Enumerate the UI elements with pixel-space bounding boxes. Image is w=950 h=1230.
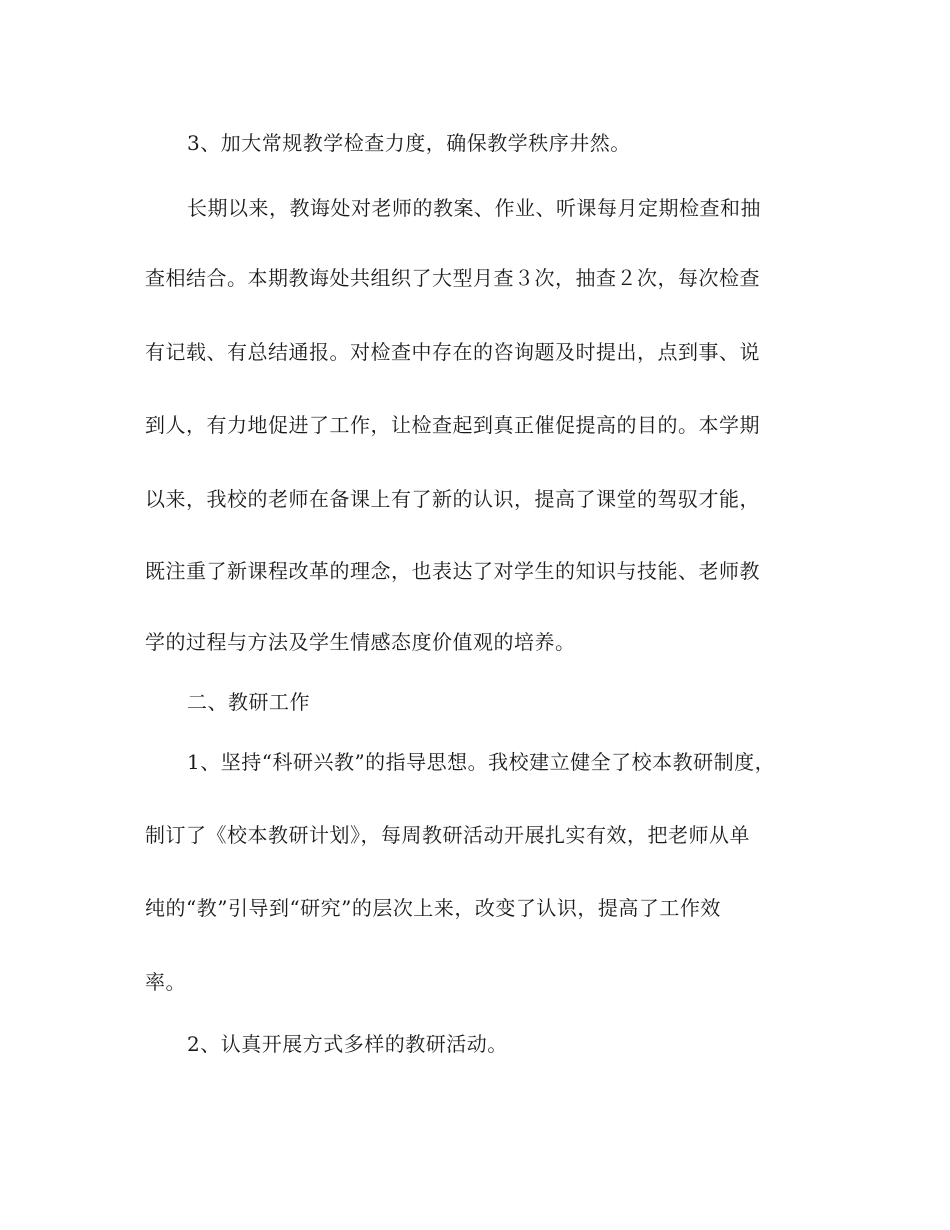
paragraph-line-4: 有记载、有总结通报。对检查中存在的咨询题及时提出，点到事、说 [145, 340, 760, 364]
paragraph-line-11: 制订了《校本教研计划》，每周教研活动开展扎实有效，把老师从单 [145, 823, 750, 847]
paragraph-line-1: 3、加大常规教学检查力度，确保教学秩序井然。 [187, 131, 631, 155]
paragraph-line-13: 率。 [145, 970, 186, 994]
paragraph-line-3: 查相结合。本期教诲处共组织了大型月查３次，抽查２次，每次检查 [145, 266, 760, 290]
paragraph-line-7: 既注重了新课程改革的理念，也表达了对学生的知识与技能、老师教 [145, 559, 760, 583]
paragraph-line-5: 到人，有力地促进了工作，让检查起到真正催促提高的目的。本学期 [145, 413, 760, 437]
paragraph-line-6: 以来，我校的老师在备课上有了新的认识，提高了课堂的驾驭才能， [145, 487, 760, 511]
paragraph-line-2: 长期以来，教诲处对老师的教案、作业、听课每月定期检查和抽 [187, 196, 761, 220]
paragraph-line-12: 纯的“教”引导到“研究”的层次上来，改变了认识，提高了工作效 [145, 896, 721, 920]
section-heading: 二、教研工作 [187, 690, 310, 714]
paragraph-line-14: 2、认真开展方式多样的教研活动。 [187, 1032, 508, 1056]
paragraph-line-8: 学的过程与方法及学生情感态度价值观的培养。 [145, 630, 576, 654]
paragraph-line-10: 1、坚持“科研兴教”的指导思想。我校建立健全了校本教研制度， [187, 750, 776, 774]
